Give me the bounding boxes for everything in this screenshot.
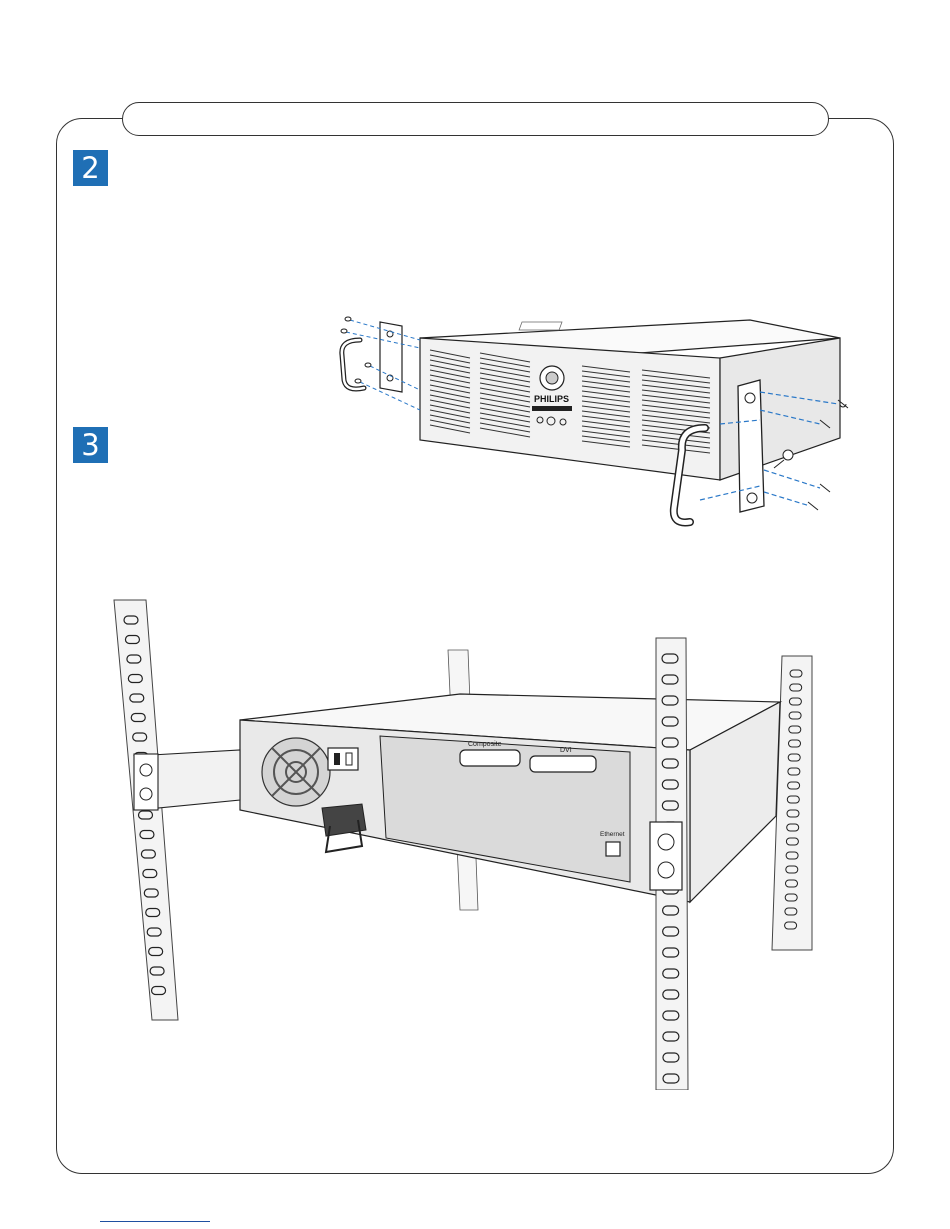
right-rear-rack-post <box>772 656 812 950</box>
screw-icon <box>658 834 674 850</box>
right-rack-bracket <box>738 380 764 512</box>
bracket-mounting-illustration <box>320 300 860 540</box>
header-tab <box>122 102 829 136</box>
step-3-badge: 3 <box>73 427 108 463</box>
brand-stripe <box>532 406 572 411</box>
dvi-label: DVI <box>560 747 572 754</box>
screw-icon <box>658 862 674 878</box>
power-switch <box>328 748 358 770</box>
left-rack-bracket <box>380 322 402 392</box>
top-label <box>519 322 562 330</box>
screw-icon <box>140 788 152 800</box>
right-mount-bracket <box>650 822 682 890</box>
ethernet-port <box>606 842 620 856</box>
step-2-badge: 2 <box>73 150 108 186</box>
lock-knob-inner <box>546 372 558 384</box>
ethernet-label: Ethernet <box>600 831 625 838</box>
brand-label: PHILIPS <box>534 394 570 404</box>
rack-installed-illustration <box>100 590 830 1090</box>
screw-icon <box>140 764 152 776</box>
composite-label: Composite <box>468 741 502 748</box>
composite-connector <box>460 750 520 766</box>
footer-rule <box>100 1221 210 1222</box>
dvi-connector <box>530 756 596 772</box>
